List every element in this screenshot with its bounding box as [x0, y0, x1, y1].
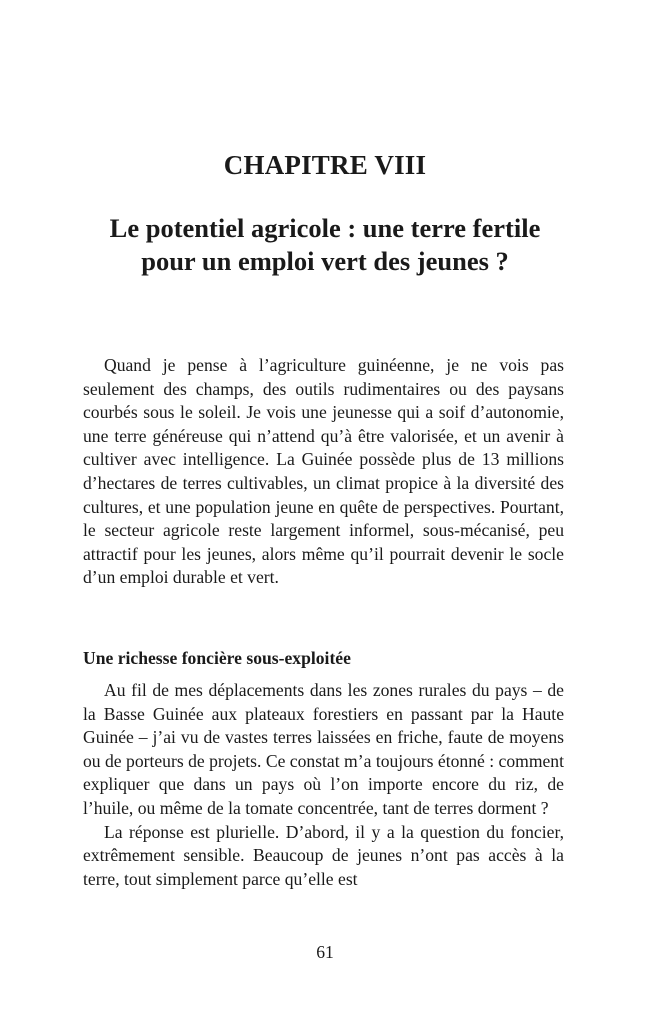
chapter-title-line-2: pour un emploi vert des jeunes ? — [141, 246, 509, 276]
chapter-label: CHAPITRE VIII — [223, 150, 427, 180]
section-paragraph-2: La réponse est plurielle. D’abord, il y a la question du foncier, extrêmement sensible. Beaucoup de jeunes n’ont pas accès à la terre, tout simplement parce qu’elle est — [83, 821, 564, 889]
page-number: 61 — [316, 942, 334, 962]
section-heading: Une richesse foncière sous-exploitée — [83, 648, 351, 668]
intro-text — [83, 354, 564, 590]
section-paragraph-1: Au fil de mes déplacements dans les zones rurales du pays – de la Basse Guinée aux plateaux forestiers en passant par la Haute Guinée – j’ai vu de vastes terres laissées en friche, faute de moyens ou de porteurs de projets. Ce constat m’a toujours étonné : comment expliquer que dans un pays où l’on importe encore du riz, de l’huile, ou même de la tomate concentrée, tant de terres dorment ? — [83, 680, 564, 818]
chapter-title — [60, 212, 590, 278]
section-body — [83, 679, 564, 891]
intro-paragraph: Quand je pense à l’agriculture guinéenne, je ne vois pas seulement des champs, des outils rudimentaires ou des paysans courbés sous le soleil. Je vois une jeunesse qui a soif d’autonomie, une terre généreuse qui n’attend qu’à être valorisée, et un avenir à cultiver avec intelligence. La Guinée possède plus de 13 millions d’hectares de terres cultivables, un climat propice à la diversité des cultures, et une population jeune en quête de perspectives. Pourtant, le secteur agricole reste largement informel, sous-mécanisé, peu attractif pour les jeunes, alors même qu’il pourrait devenir le socle d’un emploi durable et vert. — [83, 355, 564, 588]
chapter-title-line-1: Le potentiel agricole : une terre fertile — [109, 213, 541, 243]
